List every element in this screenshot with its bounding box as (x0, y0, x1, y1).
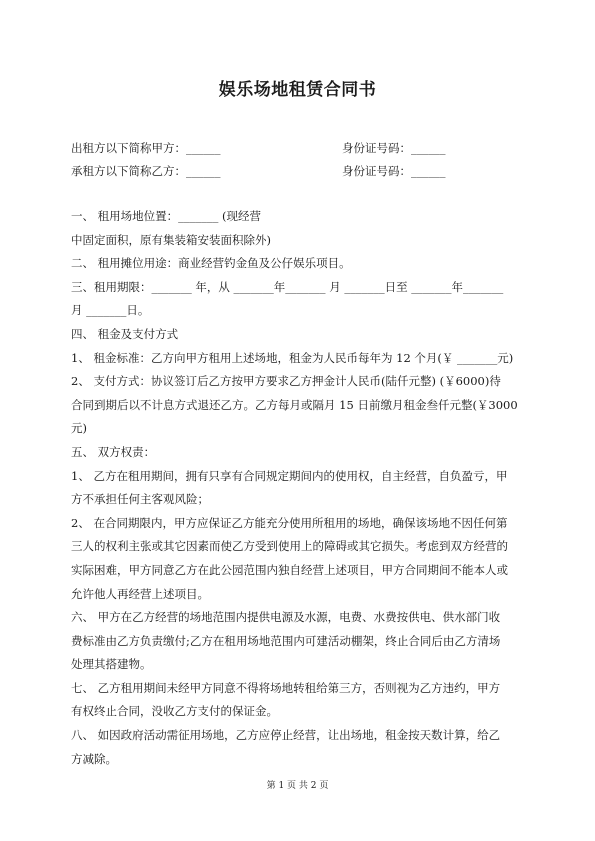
lessor-id-field: 身份证号码：______ (342, 141, 446, 155)
body-line: 一、 租用场地位置：_______ (现经营 (71, 209, 262, 223)
lessor-field: 出租方以下简称甲方：______ (71, 141, 221, 155)
body-line: 2、 支付方式：协议签订后乙方按甲方要求乙方押金计人民币(陆仟元整) (￥6000)待 (71, 374, 501, 389)
body-line: 六、 甲方在乙方经营的场地范围内提供电源及水源，电费、水费按供电、供水部门收 (71, 610, 501, 625)
body-line: 三、租用期限：_______ 年，从 _______年_______ 月 _______日至 _______年_______ (71, 279, 504, 294)
body-line: 实际困难，甲方同意乙方在此公园范围内独自经营上述项目，甲方合同期间不能本人或 (71, 562, 508, 577)
document-title: 娱乐场地租赁合同书 (218, 80, 377, 100)
body-line: 月 _______日。 (71, 303, 150, 318)
body-line: 2、 在合同期限内，甲方应保证乙方能充分使用所租用的场地，确保该场地不因任何第 (71, 515, 508, 530)
body-line: 合同到期后以不计息方式退还乙方。乙方每月或隔月 15 日前缴月租金叁仟元整(￥3000 (71, 397, 518, 412)
body-line: 元) (71, 421, 87, 436)
body-line: 四、 租金及支付方式 (71, 326, 179, 341)
body-line: 1、 乙方在租用期间，拥有只享有合同规定期间内的使用权，自主经营，自负盈亏，甲 (71, 468, 508, 483)
body-line: 有权终止合同，没收乙方支付的保证金。 (71, 704, 278, 719)
body-line: 允许他人再经营上述项目。 (71, 586, 209, 601)
body-line: 1、 租金标准：乙方向甲方租用上述场地，租金为人民币每年为 12 个月(￥ _______元) (71, 350, 514, 365)
body-line: 中固定面积，原有集装箱安装面积除外) (71, 232, 271, 247)
contract-body (71, 205, 526, 771)
body-line: 五、 双方权责： (71, 444, 156, 459)
body-line: 方不承担任何主客观风险； (71, 492, 209, 507)
page-number: 第 1 页 共 2 页 (266, 781, 329, 791)
body-line: 八、 如因政府活动需征用场地，乙方应停止经营，让出场地，租金按天数计算，给乙 (71, 728, 501, 743)
body-line: 处理其搭建物。 (71, 657, 152, 672)
body-line: 方减除。 (71, 751, 117, 766)
body-line: 七、 乙方租用期间未经甲方同意不得将场地转租给第三方，否则视为乙方违约，甲方 (71, 680, 501, 695)
body-line: 二、 租用摊位用途：商业经营钓金鱼及公仔娱乐项目。 (71, 256, 351, 271)
lessee-field: 承租方以下简称乙方：______ (71, 164, 221, 178)
body-line: 三人的权利主张或其它因素而使乙方受到使用上的障碍或其它损失。考虑到双方经营的 (71, 539, 508, 554)
body-line: 费标准由乙方负责缴付;乙方在租用场地范围内可建活动棚架，终止合同后由乙方清场 (71, 633, 501, 648)
lessee-id-field: 身份证号码：______ (342, 164, 446, 178)
